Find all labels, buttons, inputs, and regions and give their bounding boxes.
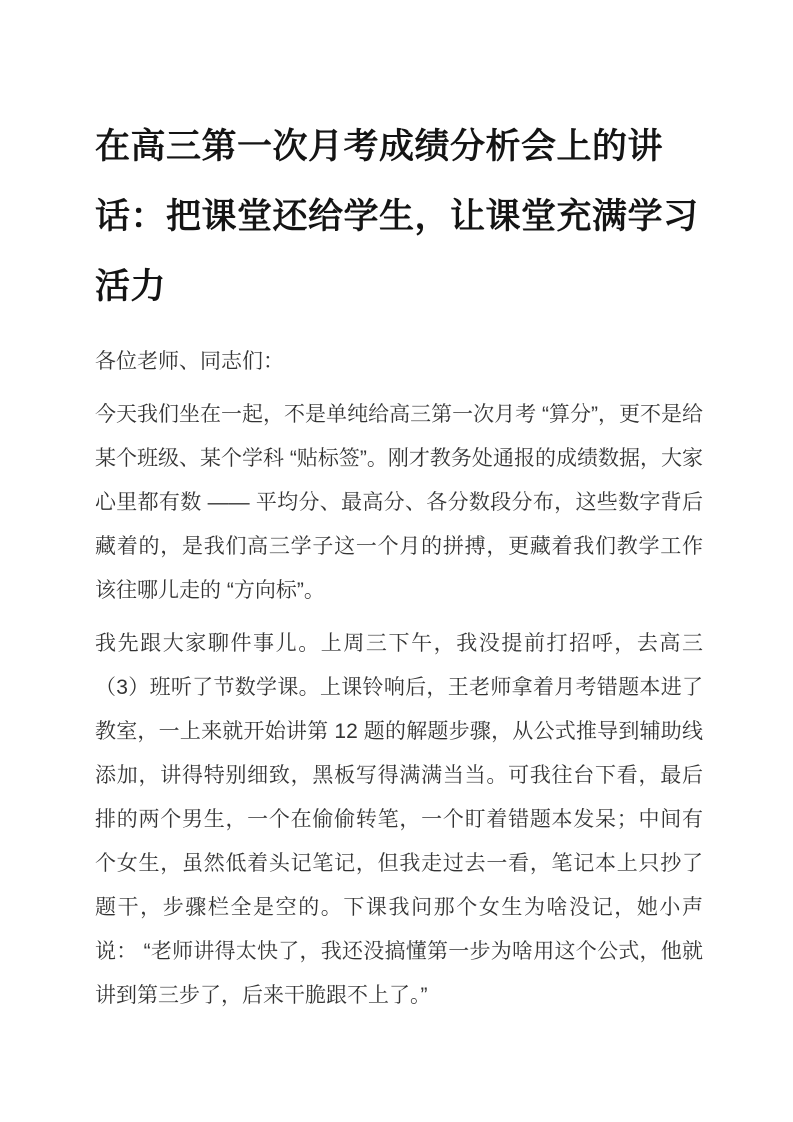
body-paragraph-2: 我先跟大家聊件事儿。上周三下午，我没提前打招呼，去高三（3）班听了节数学课。上课铃响后，王老师拿着月考错题本进了教室，一上来就开始讲第 12 题的解题步骤，从公式推导到辅助线添加，讲得特别细致，黑板写得满满当当。可我往台下看，最后排的两个男生，一个在偷偷转笔，一个盯着错题本发呆；中间有个女生，虽然低着头记笔记，但我走过去一看，笔记本上只抄了题干，步骤栏全是空的。下课我问那个女生为啥没记，她小声说： “老师讲得太快了，我还没搞懂第一步为啥用这个公式，他就讲到第三步了，后来干脆跟不上了。” — [95, 632, 703, 1007]
document-title: 在高三第一次月考成绩分析会上的讲话：把课堂还给学生，让课堂充满学习活力 — [95, 127, 699, 306]
body-paragraph-1: 今天我们坐在一起，不是单纯给高三第一次月考 “算分”，更不是给某个班级、某个学科 “贴标签”。刚才教务处通报的成绩数据，大家心里都有数 —— 平均分、最高分、各分数段分布，这些数字背后藏着的，是我们高三学子这一个月的拼搏，更藏着我们教学工作该往哪儿走的 “方向标”。 — [95, 403, 703, 602]
document-content — [95, 112, 703, 1027]
salutation-paragraph: 各位老师、同志们： — [95, 350, 284, 373]
